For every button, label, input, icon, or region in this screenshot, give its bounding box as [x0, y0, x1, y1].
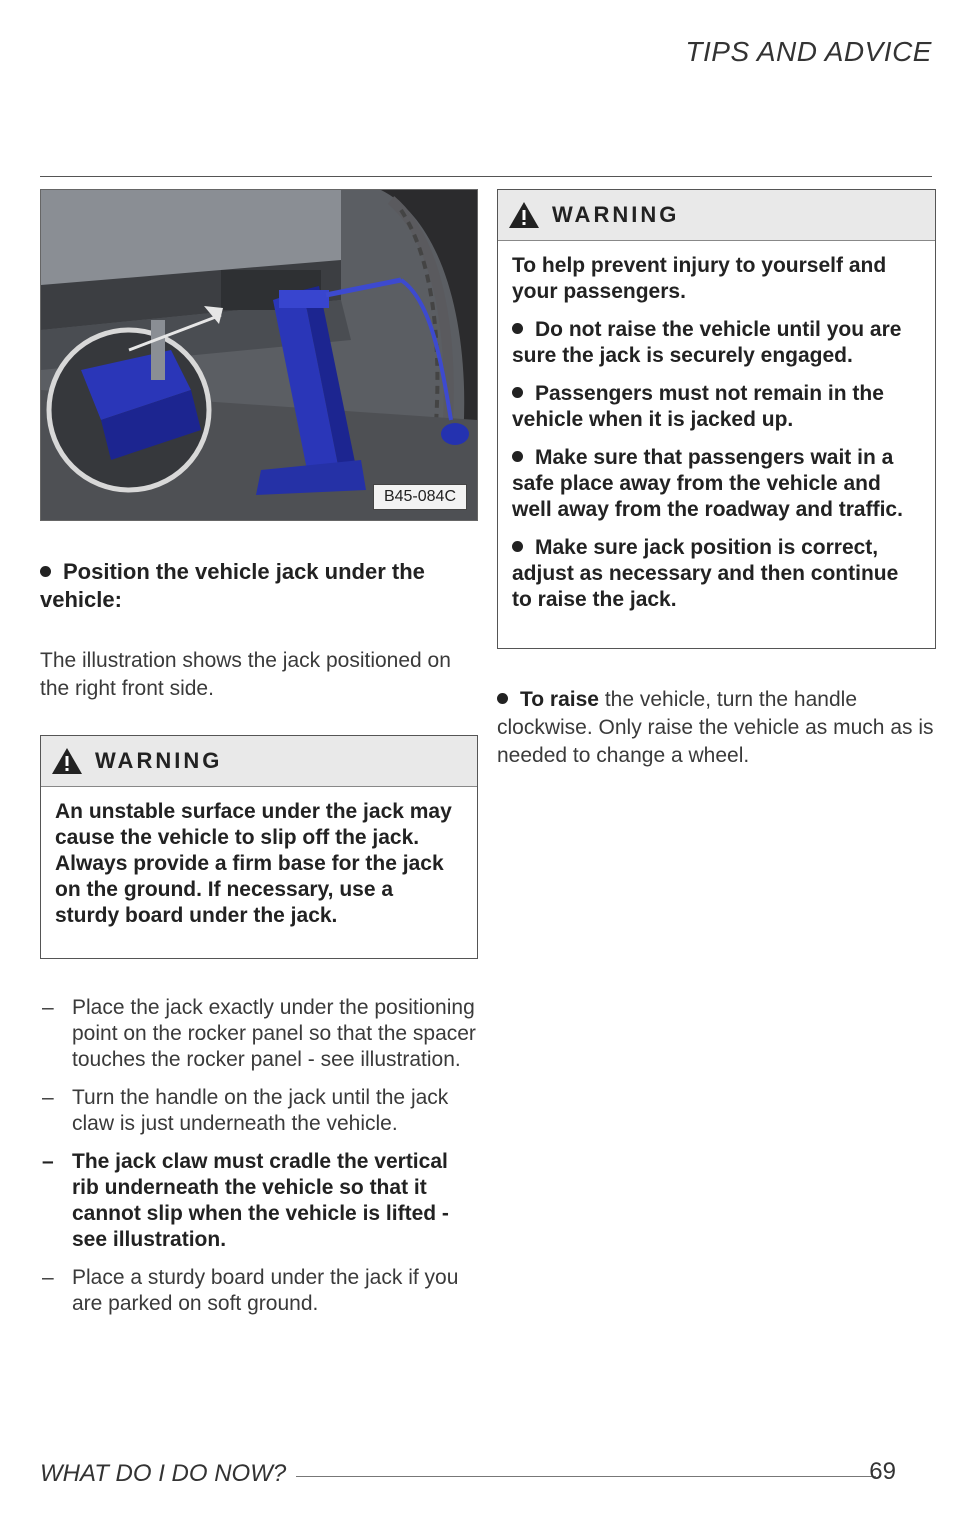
warning-item: Passengers must not remain in the vehicle when it is jacked up. — [512, 382, 884, 431]
running-header: TIPS AND ADVICE — [685, 36, 932, 67]
warning-intro: To help prevent injury to yourself and your passengers. — [512, 254, 887, 303]
warning-item: Make sure that passengers wait in a safe place away from the vehicle and well away from the roadway and traffic. — [512, 446, 903, 521]
page-number: 69 — [869, 1458, 896, 1485]
warning-box-injury — [497, 189, 936, 649]
warning-title: WARNING — [552, 202, 680, 227]
position-jack-heading: Position the vehicle jack under the vehicle: — [40, 559, 425, 612]
raise-lead: To raise — [520, 688, 599, 711]
warning-title: WARNING — [95, 748, 223, 773]
illustration-note: The illustration shows the jack positioned on the right front side. — [40, 649, 451, 700]
bullet-icon — [512, 541, 523, 552]
list-item: – Turn the handle on the jack until the jack claw is just underneath the vehicle. — [42, 1086, 449, 1135]
list-item: – Place a sturdy board under the jack if you are parked on soft ground. — [42, 1266, 459, 1315]
warning-triangle-icon — [508, 201, 540, 229]
list-item: – The jack claw must cradle the vertical rib underneath the vehicle so that it cannot slip when the vehicle is lifted - see illustration. — [42, 1150, 449, 1251]
bullet-icon — [512, 387, 523, 398]
warning-box-surface — [40, 735, 478, 959]
warning-header — [498, 190, 935, 241]
raise-instruction — [497, 686, 934, 770]
bullet-icon — [497, 693, 508, 704]
warning-item: Make sure jack position is correct, adjust as necessary and then continue to raise the jack. — [512, 536, 899, 611]
list-item: – Place the jack exactly under the positioning point on the rocker panel so that the spacer touches the rocker panel - see illustration. — [42, 996, 476, 1071]
jack-illustration — [40, 189, 478, 521]
warning-content — [498, 241, 935, 627]
footer-chapter-title: WHAT DO I DO NOW? — [40, 1460, 287, 1487]
footer-divider — [296, 1476, 876, 1477]
warning-header — [41, 736, 477, 787]
jack-photo-drawing — [41, 190, 477, 520]
raise-text: the vehicle, turn the handle clockwise. Only raise the vehicle as much as is needed to change a wheel. — [497, 688, 934, 767]
bullet-icon — [512, 451, 523, 462]
warning-item: Do not raise the vehicle until you are sure the jack is securely engaged. — [512, 318, 902, 367]
bullet-icon — [40, 566, 51, 577]
warning-text: An unstable surface under the jack may cause the vehicle to slip off the jack. Always provide a firm base for the jack on the ground. If necessary, use a sturdy board under the jack. — [55, 800, 452, 927]
bullet-icon — [512, 323, 523, 334]
jack-steps-list — [40, 995, 476, 1329]
figure-code: B45-084C — [373, 484, 467, 510]
header-divider — [40, 176, 932, 177]
warning-triangle-icon — [51, 747, 83, 775]
